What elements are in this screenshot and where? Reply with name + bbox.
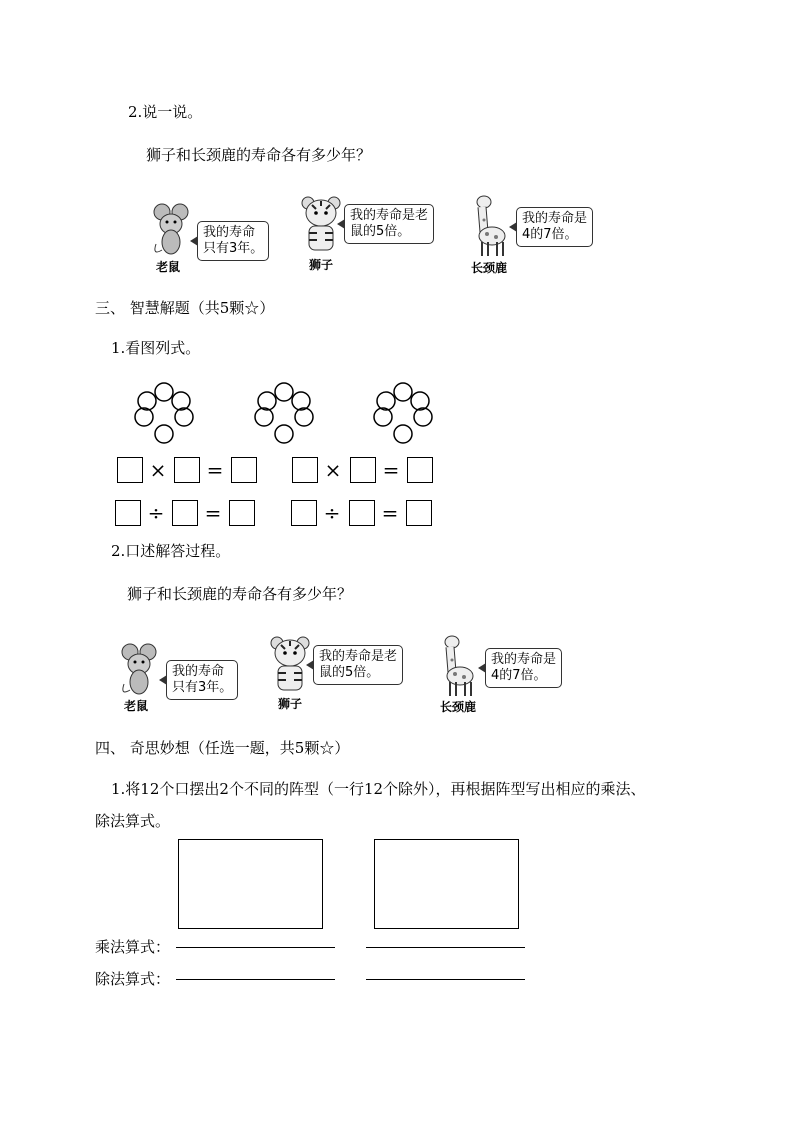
question-text: 狮子和长颈鹿的寿命各有多少年？ (127, 585, 353, 603)
speech-bubble: 我的寿命是 4的7倍。 (516, 207, 593, 247)
times-sign: × (324, 458, 342, 482)
circle-group (130, 380, 200, 446)
animal-name: 狮子 (309, 258, 334, 272)
giraffe-icon (472, 192, 512, 258)
circle-group (250, 380, 320, 446)
speech-bubble: 我的寿命 只有3年。 (197, 221, 269, 261)
animal-name: 狮子 (278, 697, 303, 711)
question-label: 2.口述解答过程。 (111, 542, 231, 560)
circle-group (369, 380, 439, 446)
mouse-icon (150, 200, 194, 258)
speech-bubble: 我的寿命是老 鼠的5倍。 (313, 645, 403, 685)
answer-box[interactable] (350, 457, 376, 483)
question-text-cont: 除法算式。 (95, 812, 171, 830)
mouse-icon (118, 640, 162, 698)
animal-name: 长颈鹿 (471, 261, 508, 275)
animal-name: 老鼠 (156, 260, 181, 274)
animal-name: 长颈鹿 (440, 700, 477, 714)
answer-line[interactable] (176, 979, 335, 980)
answer-box[interactable] (406, 500, 432, 526)
question-label: 2.说一说。 (128, 103, 203, 121)
section-heading: 三、 智慧解题（共5颗☆） (95, 299, 275, 317)
equals-sign: = (206, 458, 224, 482)
mult-label: 乘法算式： (95, 938, 171, 956)
divide-sign: ÷ (147, 501, 165, 525)
equals-sign: = (204, 501, 222, 525)
equals-sign: = (381, 501, 399, 525)
section-heading: 四、 奇思妙想（任选一题，共5颗☆） (95, 739, 350, 757)
answer-line[interactable] (176, 947, 335, 948)
answer-box[interactable] (292, 457, 318, 483)
answer-line[interactable] (366, 947, 525, 948)
answer-box[interactable] (231, 457, 257, 483)
speech-bubble: 我的寿命 只有3年。 (166, 660, 238, 700)
speech-bubble: 我的寿命是老 鼠的5倍。 (344, 204, 434, 244)
speech-bubble: 我的寿命是 4的7倍。 (485, 648, 562, 688)
div-label: 除法算式： (95, 970, 171, 988)
equals-sign: = (382, 458, 400, 482)
animal-name: 老鼠 (124, 699, 149, 713)
answer-box[interactable] (349, 500, 375, 526)
answer-box[interactable] (291, 500, 317, 526)
answer-box[interactable] (174, 457, 200, 483)
answer-box[interactable] (172, 500, 198, 526)
answer-line[interactable] (366, 979, 525, 980)
question-text: 狮子和长颈鹿的寿命各有多少年？ (146, 146, 372, 164)
answer-box[interactable] (407, 457, 433, 483)
answer-box[interactable] (229, 500, 255, 526)
drawing-area[interactable] (178, 839, 323, 929)
answer-box[interactable] (115, 500, 141, 526)
times-sign: × (149, 458, 167, 482)
answer-box[interactable] (117, 457, 143, 483)
question-label: 1.看图列式。 (111, 339, 201, 357)
divide-sign: ÷ (323, 501, 341, 525)
giraffe-icon (440, 632, 480, 698)
question-text: 1.将12个口摆出2个不同的阵型（一行12个除外），再根据阵型写出相应的乘法、 (111, 780, 646, 798)
drawing-area[interactable] (374, 839, 519, 929)
